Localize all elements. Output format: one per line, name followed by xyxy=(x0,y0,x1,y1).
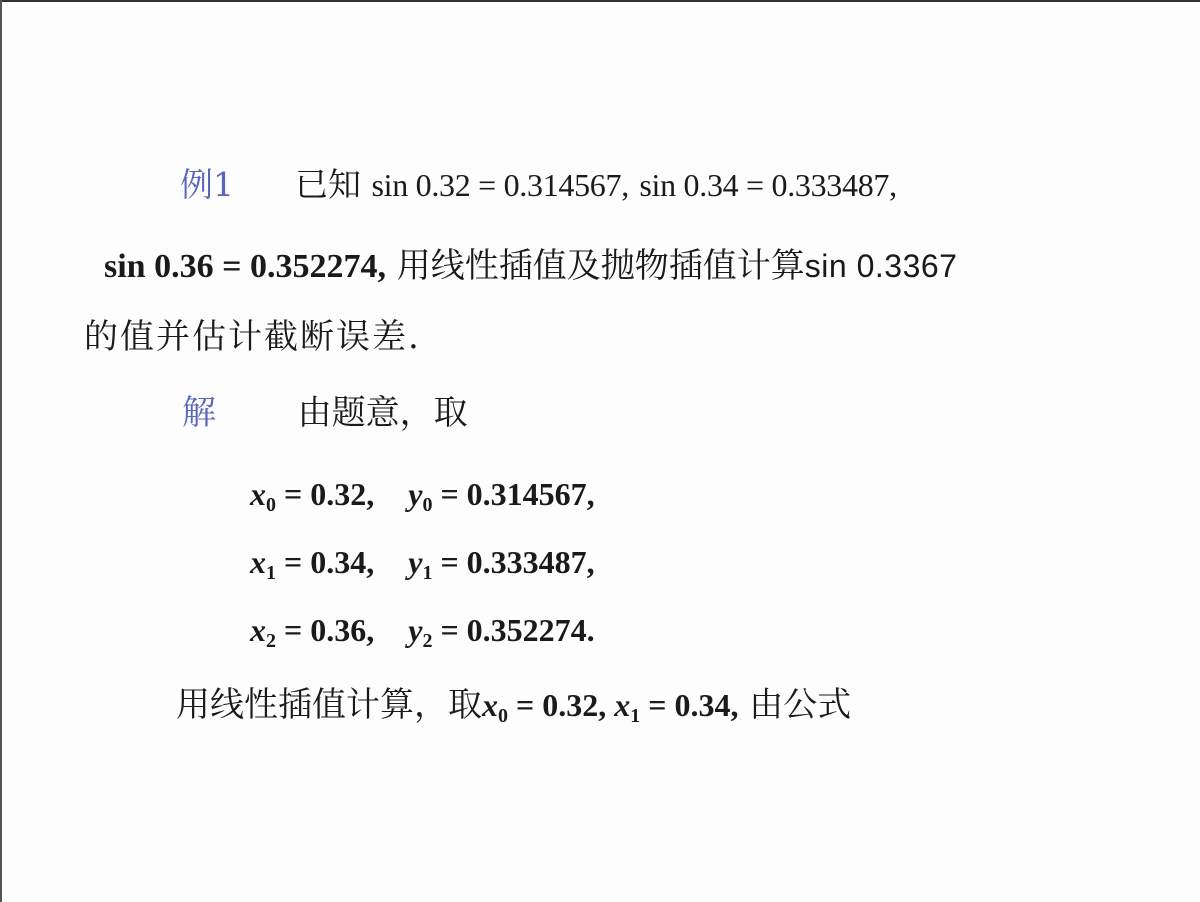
x-symbol: x xyxy=(250,612,266,648)
solution-intro: 由题意，取 xyxy=(297,393,468,433)
x-symbol: x xyxy=(250,476,266,512)
example-line-1 xyxy=(180,165,897,204)
x-value: = 0.34, xyxy=(276,544,375,580)
given-eq-1: sin 0.32 = 0.314567, xyxy=(371,167,629,203)
linear-prefix: 用线性插值计算，取 xyxy=(176,685,482,725)
y-value: = 0.333487, xyxy=(432,544,595,580)
data-row-1 xyxy=(250,544,595,584)
given-eq-2: sin 0.34 = 0.333487, xyxy=(639,167,897,203)
x-value: = 0.36, xyxy=(276,612,375,648)
task-text: 用线性插值及抛物插值计算 xyxy=(396,246,805,286)
y-index: 0 xyxy=(422,494,433,516)
x-value: = 0.32, xyxy=(276,476,375,512)
data-row-0 xyxy=(250,476,595,516)
solution-line xyxy=(182,393,468,433)
x-index: 0 xyxy=(266,494,276,516)
y-value: = 0.314567, xyxy=(432,476,595,512)
x-index: 2 xyxy=(266,630,276,652)
y-index: 2 xyxy=(422,630,433,652)
example-label: 例1 xyxy=(180,165,234,204)
y-symbol: y xyxy=(408,612,423,648)
top-border xyxy=(0,0,1200,2)
y-symbol: y xyxy=(408,476,423,512)
x-symbol: x xyxy=(250,544,266,580)
y-index: 1 xyxy=(422,562,433,584)
example-line-2 xyxy=(104,246,958,286)
linear-suffix: 由公式 xyxy=(738,685,852,725)
given-text: 已知 xyxy=(295,165,361,204)
y-value: = 0.352274. xyxy=(432,612,595,648)
linear-x0: $x_0 = 0.32$, $x_1 = 0.34$, xyxy=(482,687,739,727)
task-target: sin 0.3367 xyxy=(804,248,958,284)
linear-interp-line xyxy=(176,685,852,727)
example-line-3: 的值并估计截断误差. xyxy=(84,317,421,357)
y-symbol: y xyxy=(408,544,423,580)
solution-label: 解 xyxy=(182,393,216,433)
given-eq-3: sin 0.36 = 0.352274, xyxy=(104,248,386,285)
left-border xyxy=(0,0,2,902)
x-index: 1 xyxy=(266,562,276,584)
data-row-2 xyxy=(250,612,595,652)
